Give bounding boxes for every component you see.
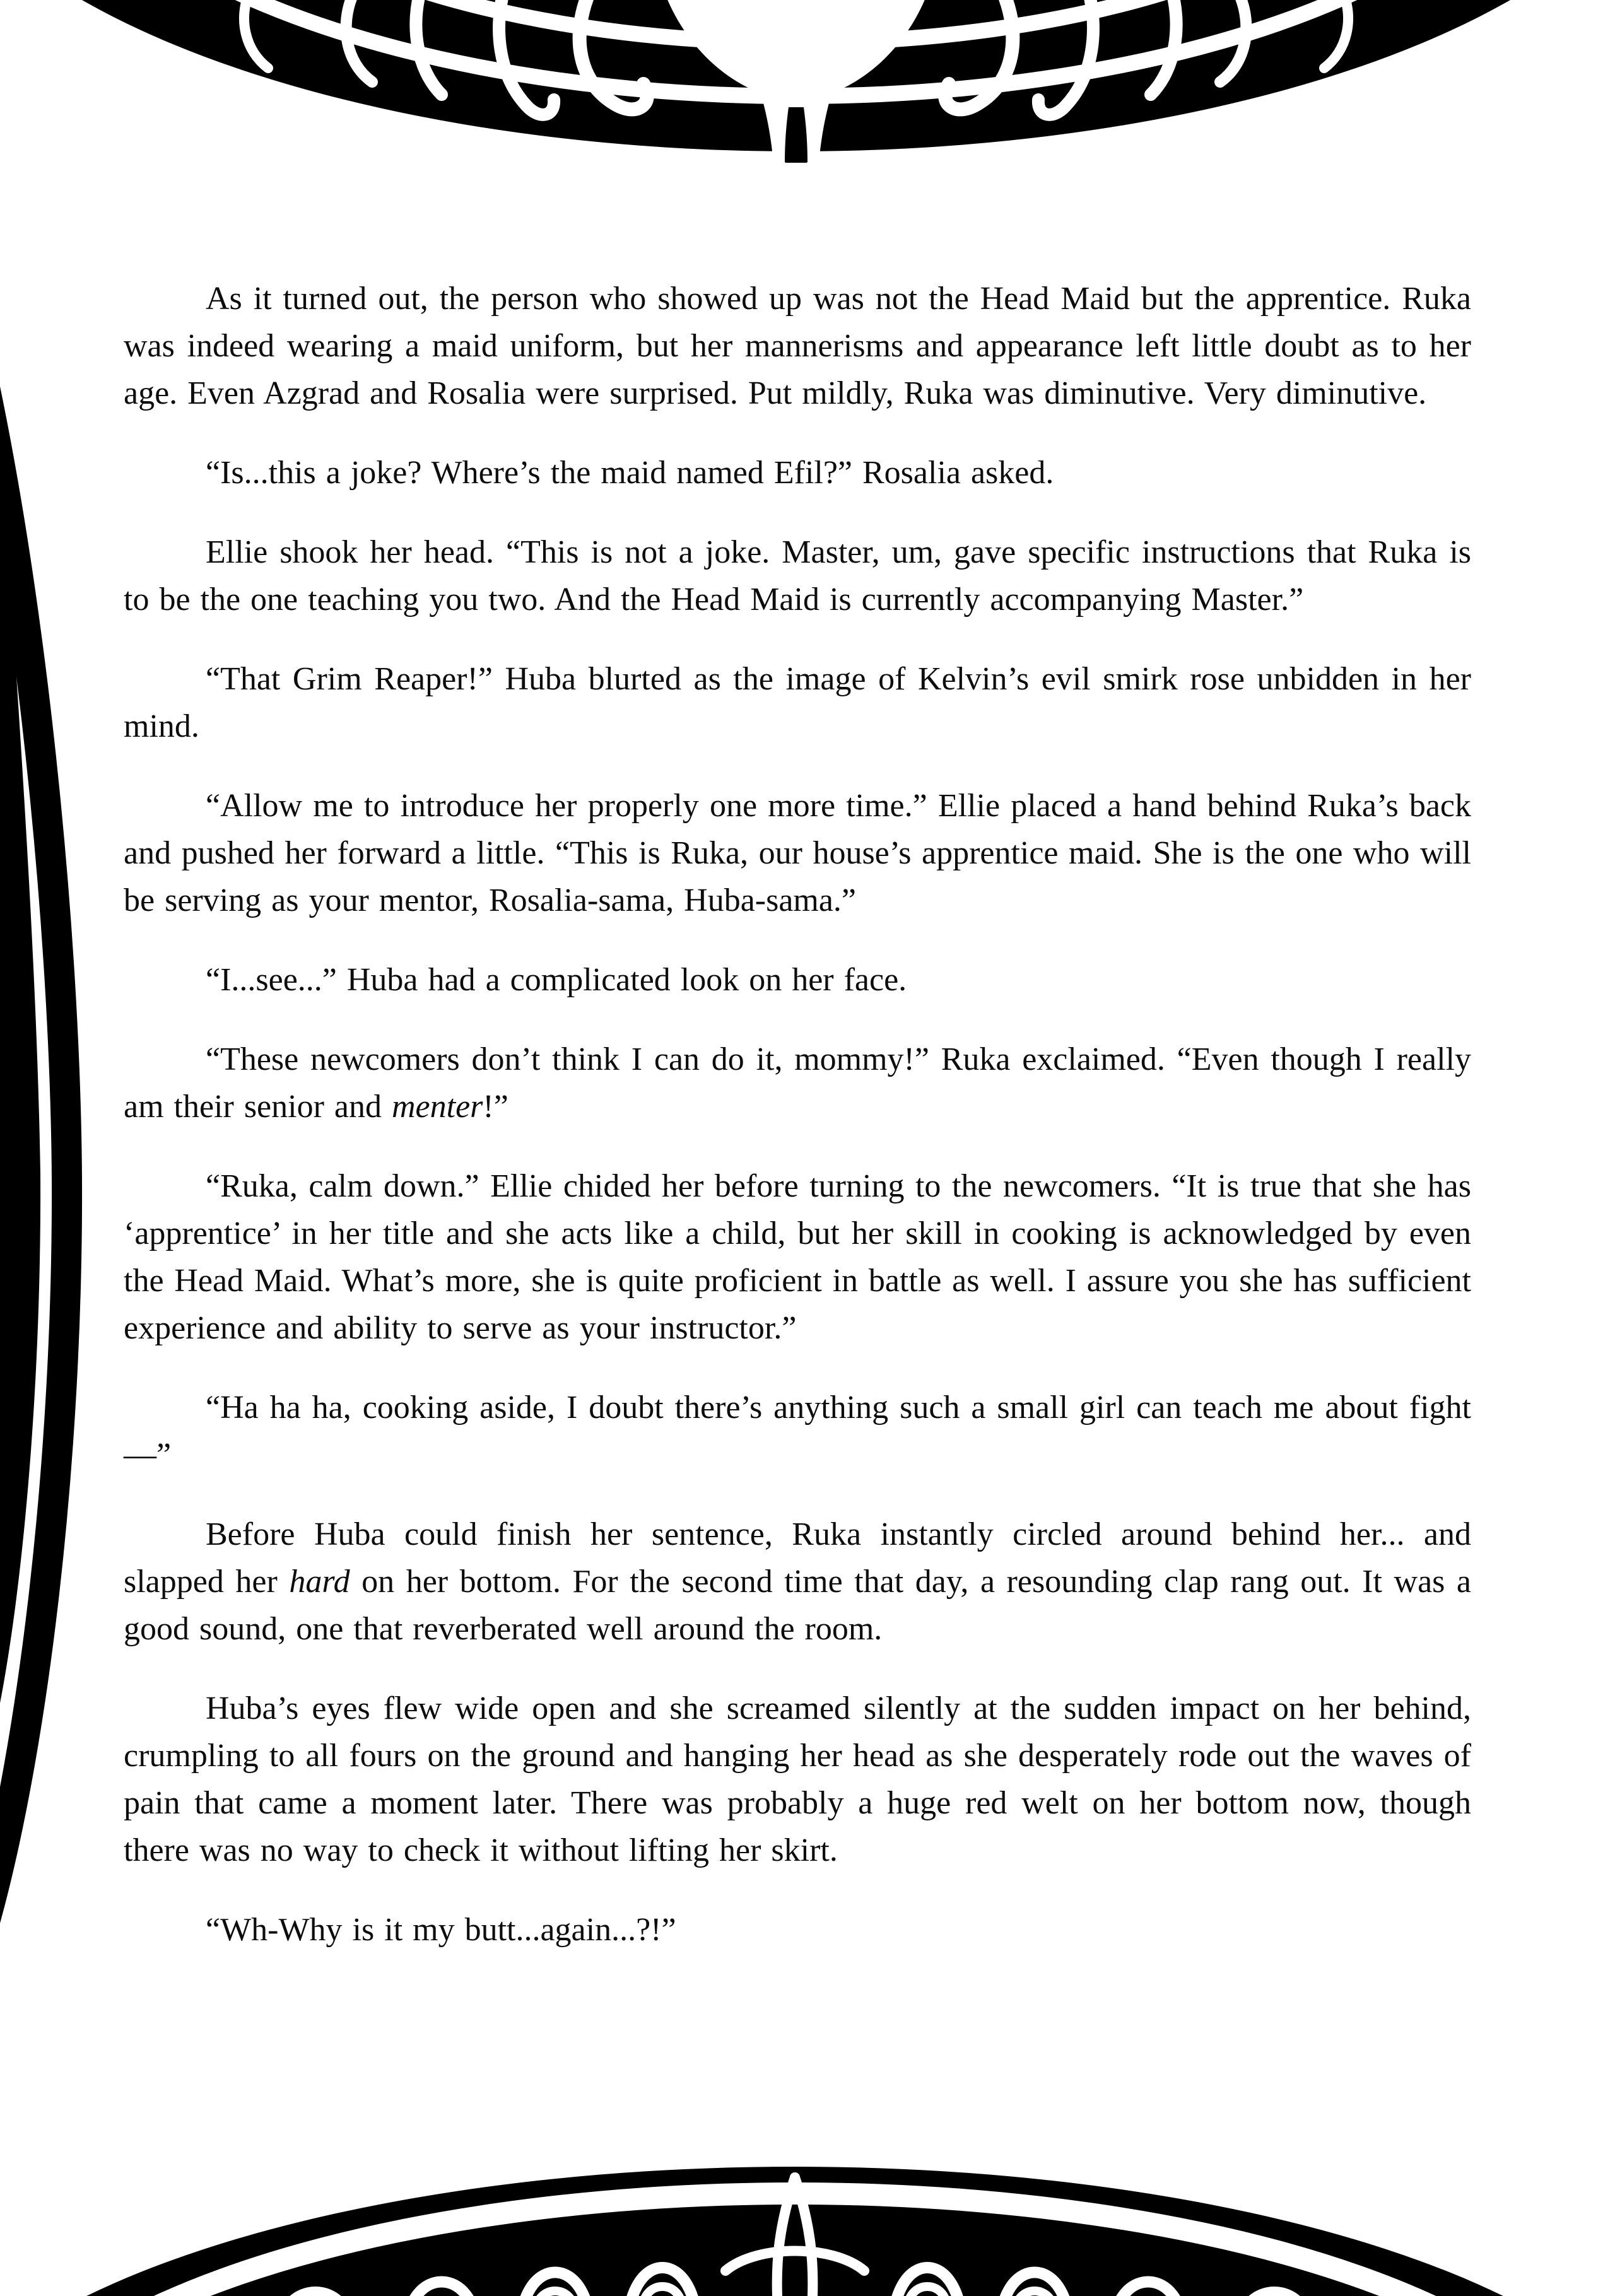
bottom-medallion-spire-motif <box>725 2177 864 2296</box>
paragraph-text-run: Huba’s eyes flew wide open and she screamed silently at the sudden impact on her behind, crumpling to all fours on the ground and hanging her head as she desperately rode out the waves of pain that came a moment later. There was probably a huge red welt on her bottom now, though there was no way to check it without lifting her skirt. <box>124 1690 1471 1868</box>
paragraph <box>124 1906 1471 1953</box>
paragraph <box>124 449 1471 496</box>
top-medallion-bird-motif <box>661 0 932 227</box>
paragraph <box>124 529 1471 623</box>
top-medallion-ornament <box>0 0 1615 227</box>
bottom-medallion-arch-motifs <box>281 2268 1309 2296</box>
paragraph-text-run: Before Huba could finish her sentence, Ruka instantly circled around behind her... and slapped her <box>124 1516 1471 1600</box>
paragraph <box>124 275 1471 417</box>
paragraph-text-run: Ellie shook her head. “This is not a joke. Master, um, gave specific instructions that Ruka is to be the one teaching you two. And the Head Maid is currently accompanying Master.” <box>124 534 1471 618</box>
paragraph-text-run: “That Grim Reaper!” Huba blurted as the image of Kelvin’s evil smirk rose unbidden in her mind. <box>124 661 1471 744</box>
paragraph-text-run: menter <box>391 1089 483 1125</box>
paragraph <box>124 1163 1471 1352</box>
paragraph-text-run: hard <box>289 1564 350 1600</box>
paragraph-text-run: “Ruka, calm down.” Ellie chided her before turning to the newcomers. “It is true that she has ‘apprentice’ in her title and she acts like a child, but her skill in cooking is acknowledged by even the Head Maid. What’s more, she is quite proficient in battle as well. I assure you she has sufficient experience and ability to serve as your instructor.” <box>124 1168 1471 1346</box>
paragraph <box>124 782 1471 924</box>
paragraph-text-run: As it turned out, the person who showed up was not the Head Maid but the apprentice. Ruka was indeed wearing a maid uniform, but her mannerisms and appearance left little doubt as to her age. Even Azgrad and Rosalia were surprised. Put mildly, Ruka was diminutive. Very diminutive. <box>124 281 1471 411</box>
paragraph-text-run: “These newcomers don’t think I can do it, mommy!” Ruka exclaimed. “Even though I really am their senior and <box>124 1041 1471 1125</box>
paragraph <box>124 1036 1471 1130</box>
paragraph <box>124 1511 1471 1653</box>
paragraph <box>124 1685 1471 1874</box>
paragraph-text-run: “Ha ha ha, cooking aside, I doubt there’s anything such a small girl can teach me about fight—” <box>124 1390 1471 1473</box>
left-brush-ornament <box>0 388 67 1930</box>
paragraph-text-run: “Is...this a joke? Where’s the maid named Efil?” Rosalia asked. <box>206 455 1054 491</box>
paragraph-text-run: “Allow me to introduce her properly one more time.” Ellie placed a hand behind Ruka’s back and pushed her forward a little. “This is Ruka, our house’s apprentice maid. She is the one who will be serving as your mentor, Rosalia-sama, Huba-sama.” <box>124 788 1471 918</box>
paragraph-text-run: “I...see...” Huba had a complicated look on her face. <box>206 962 907 998</box>
paragraph-text-run: on her bottom. For the second time that day, a resounding clap rang out. It was a good sound, one that reverberated well around the room. <box>124 1564 1471 1647</box>
paragraph-text-run: !” <box>483 1089 508 1125</box>
text-block <box>124 275 1471 1986</box>
paragraph <box>124 956 1471 1004</box>
paragraph <box>124 655 1471 750</box>
top-medallion-curl-motifs <box>244 0 647 115</box>
paragraph <box>124 1384 1471 1479</box>
paragraph-text-run: “Wh-Why is it my butt...again...?!” <box>206 1912 676 1948</box>
bottom-medallion-ornament <box>0 2167 1615 2296</box>
